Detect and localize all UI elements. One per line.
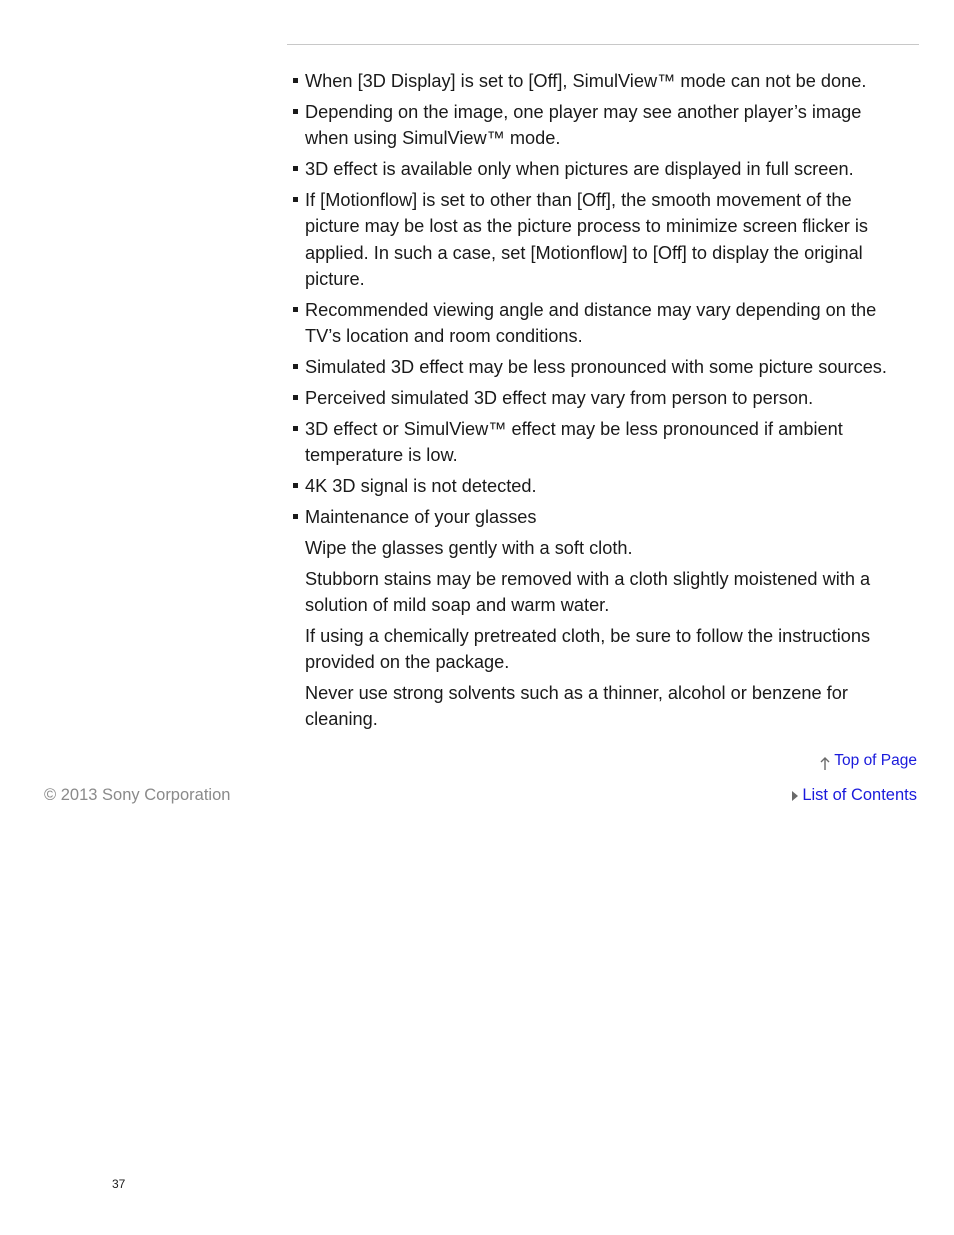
copyright-notice: © 2013 Sony Corporation: [44, 786, 231, 804]
bullet-icon: [293, 483, 298, 488]
bullet-icon: [293, 514, 298, 519]
maintenance-paragraph: Wipe the glasses gently with a soft cloth.: [305, 537, 633, 558]
top-of-page-link[interactable]: [820, 751, 917, 771]
bullet-icon: [293, 395, 298, 400]
note-text: If [Motionflow] is set to other than [Off], the smooth movement of the picture may be lost as the picture process to minimize screen flicker is applied. In such a case, set [Motionflow] to [Off] to display the original picture.: [305, 189, 869, 289]
bullet-icon: [293, 426, 298, 431]
bullet-icon: [293, 364, 298, 369]
list-item: [292, 99, 907, 152]
top-of-page-label: Top of Page: [834, 752, 917, 769]
list-item: [292, 68, 907, 94]
bullet-icon: [293, 166, 298, 171]
list-of-contents-label: List of Contents: [802, 786, 917, 804]
bullet-icon: [293, 78, 298, 83]
note-text: Perceived simulated 3D effect may vary from person to person.: [305, 387, 814, 408]
list-item: [292, 416, 907, 469]
list-item: [292, 297, 907, 350]
page-number: 37: [112, 1177, 126, 1191]
list-item: [292, 385, 907, 411]
bullet-icon: [293, 197, 298, 202]
list-item: [292, 187, 907, 292]
note-text: Depending on the image, one player may see another player’s image when using SimulView™ mode.: [305, 101, 862, 149]
list-of-contents-link[interactable]: [792, 786, 917, 805]
maintenance-paragraph: If using a chemically pretreated cloth, be sure to follow the instructions provided on the package.: [305, 625, 871, 673]
list-item: [292, 156, 907, 182]
list-item: [292, 473, 907, 499]
maintenance-paragraph: Never use strong solvents such as a thinner, alcohol or benzene for cleaning.: [305, 682, 848, 730]
bullet-icon: [293, 109, 298, 114]
notes-section: [292, 68, 907, 737]
list-item: [292, 354, 907, 380]
list-item: [292, 504, 907, 530]
note-text: When [3D Display] is set to [Off], SimulView™ mode can not be done.: [305, 71, 867, 91]
note-text: Recommended viewing angle and distance may vary depending on the TV’s location and room conditions.: [305, 299, 877, 347]
notes-list: [292, 68, 907, 530]
note-text: 3D effect or SimulView™ effect may be less pronounced if ambient temperature is low.: [305, 418, 843, 466]
top-divider: [287, 44, 919, 45]
maintenance-heading: Maintenance of your glasses: [305, 506, 537, 527]
note-text: 3D effect is available only when pictures are displayed in full screen.: [305, 159, 854, 180]
play-icon: [792, 791, 798, 801]
note-text: Simulated 3D effect may be less pronounced with some picture sources.: [305, 356, 887, 377]
up-arrow-icon: [820, 757, 830, 771]
maintenance-paragraph: Stubborn stains may be removed with a cloth slightly moistened with a solution of mild soap and warm water.: [305, 568, 871, 615]
note-text: 4K 3D signal is not detected.: [305, 475, 537, 496]
bullet-icon: [293, 307, 298, 312]
